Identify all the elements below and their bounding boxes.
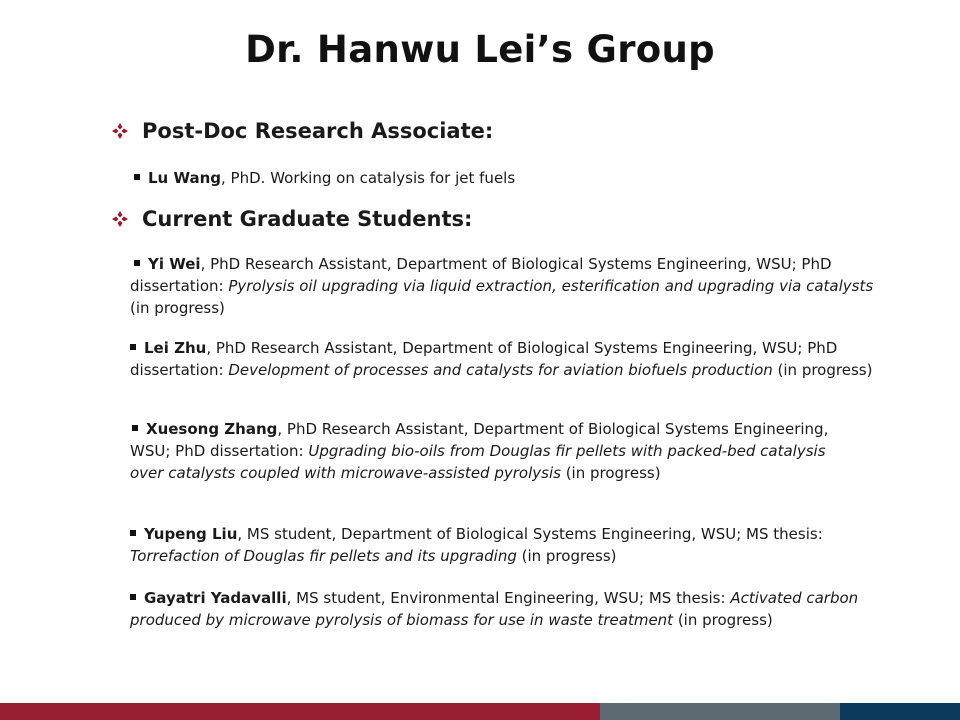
dissertation-title: Upgrading bio-oils from Douglas fir pellets with packed-bed catalysis over catalysts coupled with microwave-assisted pyrolysis <box>130 442 826 482</box>
square-bullet-icon <box>134 174 140 180</box>
entry-status: (in progress) <box>673 611 773 629</box>
square-bullet-icon <box>130 344 136 350</box>
footer-bar-gray <box>600 703 840 720</box>
square-bullet-icon <box>132 425 138 431</box>
person-name: Yupeng Liu <box>144 525 238 543</box>
entry-text: , PhD Research Assistant, Department of Biological Systems Engineering, WSU; PhD dissertation: <box>130 255 832 295</box>
section-heading-label: Current Graduate Students: <box>142 207 473 231</box>
diamond-bullet-icon <box>112 211 128 227</box>
entry-text: , PhD Research Assistant, Department of Biological Systems Engineering, WSU; PhD dissertation: <box>130 339 838 379</box>
list-item-xuesong-zhang <box>130 418 842 484</box>
entry-status: (in progress) <box>560 464 661 482</box>
diamond-bullet-icon <box>112 123 128 139</box>
footer-color-bar <box>0 703 960 720</box>
slide-title: Dr. Hanwu Lei’s Group <box>245 28 715 71</box>
entry-text: , MS student, Department of Biological Systems Engineering, WSU; MS thesis: <box>237 525 823 543</box>
entry-text: , PhD Research Assistant, Department of Biological Systems Engineering, WSU; PhD dissertation: <box>130 420 829 460</box>
section-heading-label: Post-Doc Research Associate: <box>142 119 494 143</box>
entry-status: (in progress) <box>130 299 225 317</box>
entry-text: , PhD. Working on catalysis for jet fuels <box>221 169 516 187</box>
dissertation-title: Development of processes and catalysts for aviation biofuels production <box>228 361 773 379</box>
entry-status: (in progress) <box>516 547 617 565</box>
list-item-yi-wei <box>130 253 882 319</box>
person-name: Lei Zhu <box>144 339 207 357</box>
person-name: Xuesong Zhang <box>146 420 278 438</box>
thesis-title: Torrefaction of Douglas fir pellets and its upgrading <box>130 547 517 565</box>
footer-bar-navy <box>840 703 960 720</box>
square-bullet-icon <box>130 530 136 536</box>
entry-text: , MS student, Environmental Engineering, WSU; MS thesis: <box>286 589 731 607</box>
section-heading-students <box>112 207 472 231</box>
list-item-yupeng-liu <box>130 523 900 567</box>
list-item-lei-zhu <box>130 337 895 381</box>
square-bullet-icon <box>130 594 136 600</box>
square-bullet-icon <box>134 260 140 266</box>
footer-bar-crimson <box>0 703 600 720</box>
list-item-gayatri-yadavalli <box>130 587 875 631</box>
person-name: Lu Wang <box>148 169 222 187</box>
person-name: Yi Wei <box>148 255 201 273</box>
list-item-lu-wang <box>134 167 874 189</box>
section-heading-postdoc <box>112 119 493 143</box>
dissertation-title: Pyrolysis oil upgrading via liquid extraction, esterification and upgrading via catalysts <box>228 277 874 295</box>
entry-status: (in progress) <box>772 361 873 379</box>
thesis-title: Activated carbon produced by microwave pyrolysis of biomass for use in waste treatment <box>130 589 859 629</box>
person-name: Gayatri Yadavalli <box>144 589 287 607</box>
